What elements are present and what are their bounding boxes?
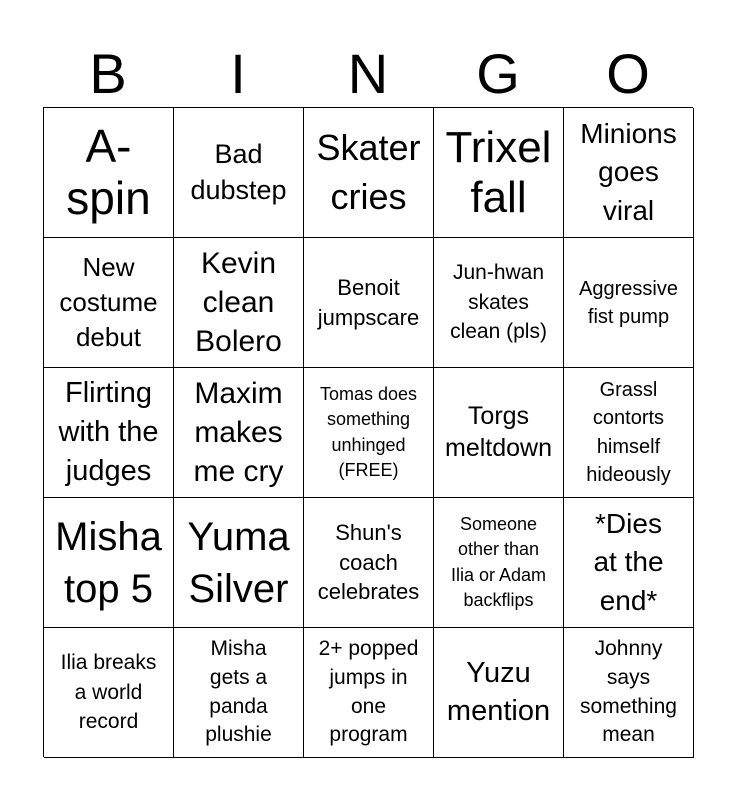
bingo-cell[interactable] <box>44 498 174 628</box>
header-letter-o: O <box>606 42 650 105</box>
bingo-cell[interactable] <box>434 628 564 758</box>
bingo-cell-text: Trixel fall <box>445 123 552 222</box>
bingo-cell[interactable] <box>434 368 564 498</box>
bingo-cell[interactable] <box>44 108 174 238</box>
bingo-cell-text: 2+ popped jumps in one program <box>318 637 419 747</box>
bingo-cell-text: Grassl contorts himself hideously <box>586 378 671 486</box>
bingo-cell[interactable] <box>304 498 434 628</box>
bingo-cell[interactable] <box>44 628 174 758</box>
bingo-cell[interactable] <box>304 238 434 368</box>
bingo-cell[interactable] <box>564 498 694 628</box>
bingo-cell-text: Tomas does something unhinged (FREE) <box>319 384 418 480</box>
bingo-cell-text: Aggressive fist pump <box>579 277 678 328</box>
bingo-cell[interactable] <box>564 238 694 368</box>
bingo-cell-text: *Dies at the end* <box>593 507 664 616</box>
header-letter-i: I <box>230 42 246 105</box>
bingo-cell-text: Jun-hwan skates clean (pls) <box>450 260 547 344</box>
header-letter-b: B <box>89 42 127 105</box>
bingo-cell[interactable] <box>564 108 694 238</box>
header-letter-g: G <box>476 42 520 105</box>
bingo-cell-text: Someone other than Ilia or Adam backflips <box>450 514 547 610</box>
bingo-cell-text: Shun's coach celebrates <box>317 519 420 605</box>
bingo-cell-text: Yuzu mention <box>446 656 551 727</box>
bingo-cell[interactable] <box>564 628 694 758</box>
bingo-cell-text: Skater cries <box>316 126 421 217</box>
bingo-cell[interactable] <box>44 368 174 498</box>
bingo-cell[interactable] <box>174 108 304 238</box>
bingo-cell-text: Bad dubstep <box>190 139 287 205</box>
bingo-cell-text: Ilia breaks a world record <box>60 650 157 734</box>
bingo-cell-text: Johnny says something mean <box>580 637 677 747</box>
bingo-cell[interactable] <box>174 238 304 368</box>
bingo-cell-text: Misha gets a panda plushie <box>205 637 272 747</box>
bingo-cell[interactable] <box>174 628 304 758</box>
header-letter-n: N <box>347 42 389 105</box>
bingo-cell[interactable] <box>434 498 564 628</box>
bingo-cell[interactable] <box>304 628 434 758</box>
bingo-cell[interactable] <box>304 108 434 238</box>
bingo-cell-text: Torgs meltdown <box>445 402 552 462</box>
bingo-cell-text: Misha top 5 <box>55 514 162 611</box>
bingo-cell[interactable] <box>174 498 304 628</box>
bingo-cell[interactable] <box>564 368 694 498</box>
bingo-cell-text: Kevin clean Bolero <box>195 247 282 358</box>
bingo-cell[interactable] <box>434 238 564 368</box>
bingo-cell-text: Maxim makes me cry <box>193 377 284 488</box>
bingo-cell-text: Yuma Silver <box>187 514 290 611</box>
bingo-cell[interactable] <box>434 108 564 238</box>
bingo-cell[interactable] <box>304 368 434 498</box>
bingo-cell[interactable] <box>44 238 174 368</box>
bingo-cell-text: Minions goes viral <box>580 117 677 226</box>
bingo-header <box>43 40 693 108</box>
bingo-cell-text: Flirting with the judges <box>58 376 159 488</box>
bingo-grid <box>43 107 693 757</box>
bingo-cell-text: New costume debut <box>59 251 158 353</box>
bingo-cell[interactable] <box>174 368 304 498</box>
bingo-cell-text: A- spin <box>66 119 151 224</box>
bingo-cell-text: Benoit jumpscare <box>317 274 420 330</box>
